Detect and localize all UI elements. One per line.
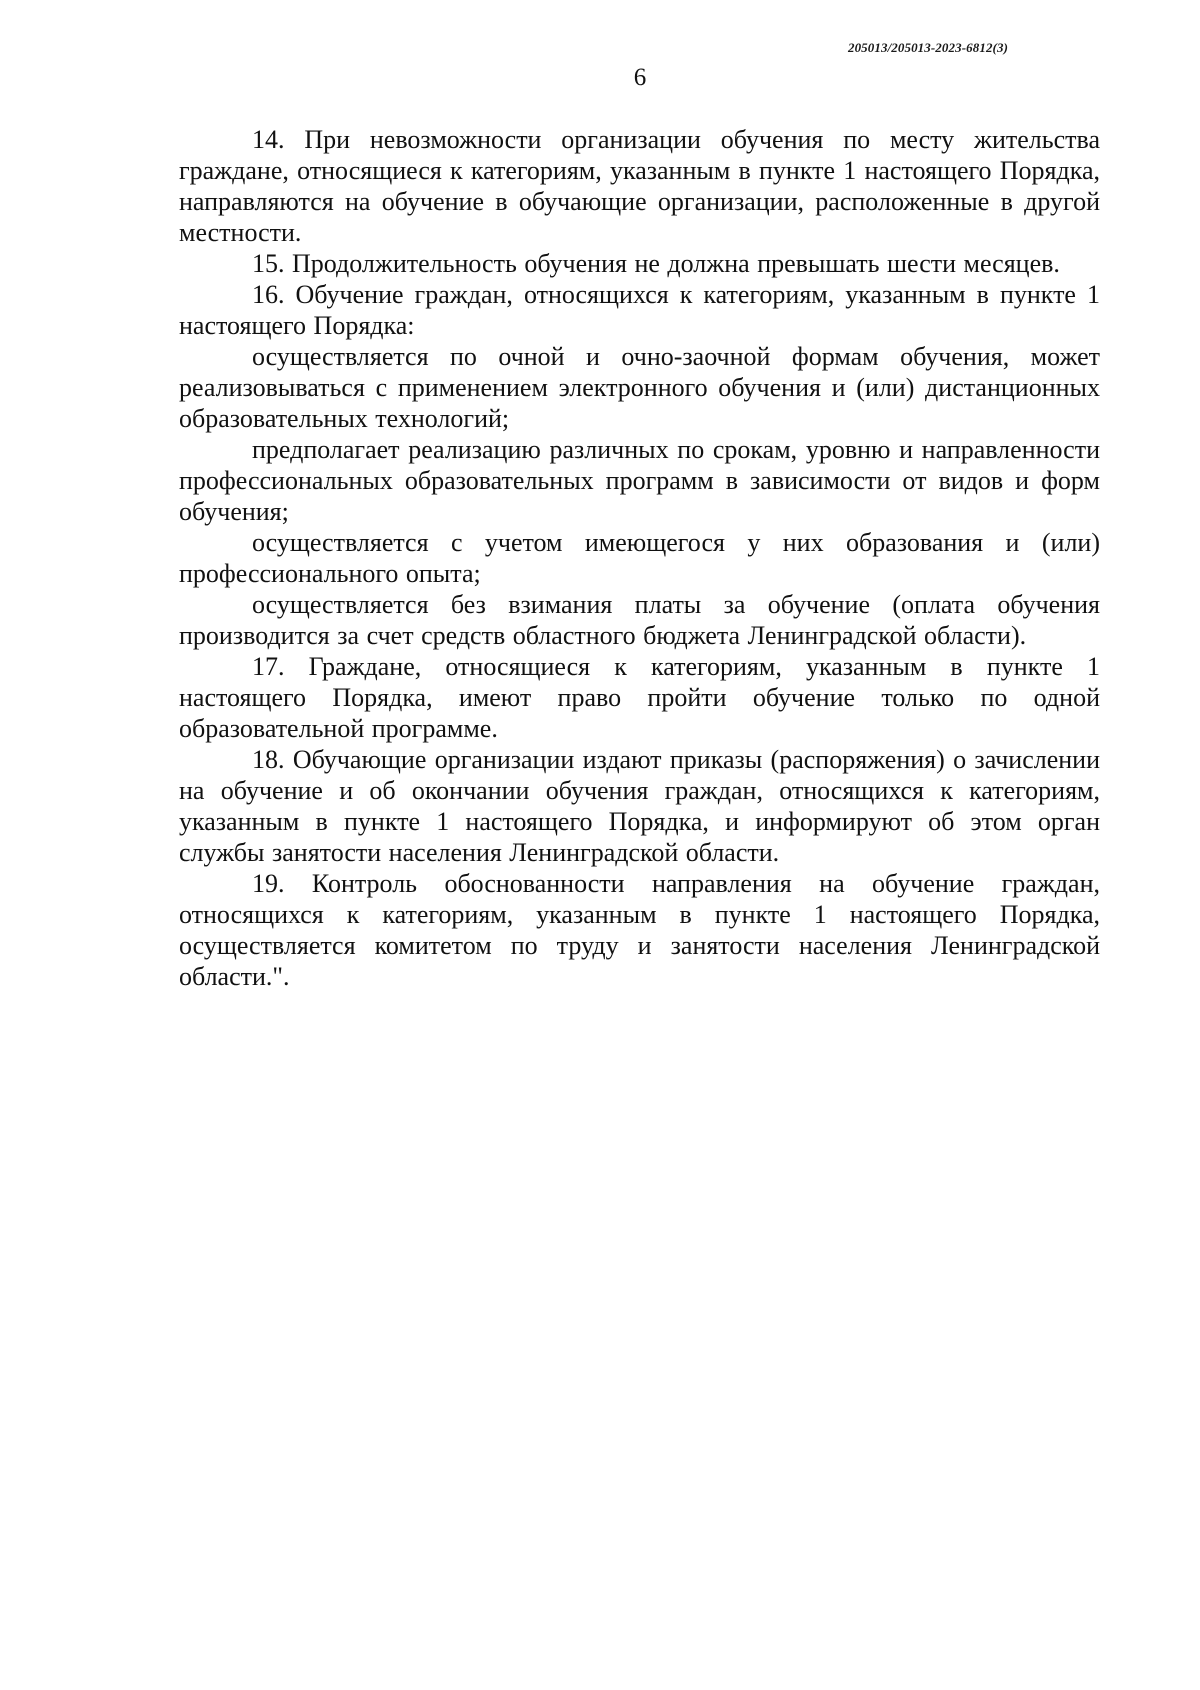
page-number: 6	[633, 64, 647, 91]
paragraph-16: 16. Обучение граждан, относящихся к категориям, указанным в пункте 1 настоящего Порядка:	[179, 280, 1100, 340]
paragraph-15: 15. Продолжительность обучения не должна превышать шести месяцев.	[252, 249, 1060, 278]
paragraph-16-item-payment: осуществляется без взимания платы за обучение (оплата обучения производится за счет средств областного бюджета Ленинградской области).	[179, 590, 1100, 650]
paragraph-19: 19. Контроль обоснованности направления на обучение граждан, относящихся к категориям, указанным в пункте 1 настоящего Порядка, осуществляется комитетом по труду и занятости населения Ленинградской области.".	[179, 869, 1100, 991]
paragraph-18: 18. Обучающие организации издают приказы (распоряжения) о зачислении на обучение и об окончании обучения граждан, относящихся к категориям, указанным в пункте 1 настоящего Порядка, и информируют об этом орган службы занятости населения Ленинградской области.	[179, 745, 1100, 867]
paragraph-16-item-experience: осуществляется с учетом имеющегося у них образования и (или) профессионального опыта;	[179, 528, 1100, 588]
document-id: 205013/205013-2023-6812(3)	[847, 40, 1008, 55]
paragraph-16-item-form: осуществляется по очной и очно-заочной формам обучения, может реализовываться с применением электронного обучения и (или) дистанционных образовательных технологий;	[179, 342, 1100, 433]
paragraph-16-item-programs: предполагает реализацию различных по срокам, уровню и направленности профессиональных образовательных программ в зависимости от видов и форм обучения;	[179, 435, 1100, 526]
paragraph-14: 14. При невозможности организации обучения по месту жительства граждане, относящиеся к категориям, указанным в пункте 1 настоящего Порядка, направляются на обучение в обучающие организации, расположенные в другой местности.	[179, 125, 1100, 247]
paragraph-17: 17. Граждане, относящиеся к категориям, указанным в пункте 1 настоящего Порядка, имеют право пройти обучение только по одной образовательной программе.	[179, 652, 1100, 743]
document-body	[179, 124, 1100, 992]
